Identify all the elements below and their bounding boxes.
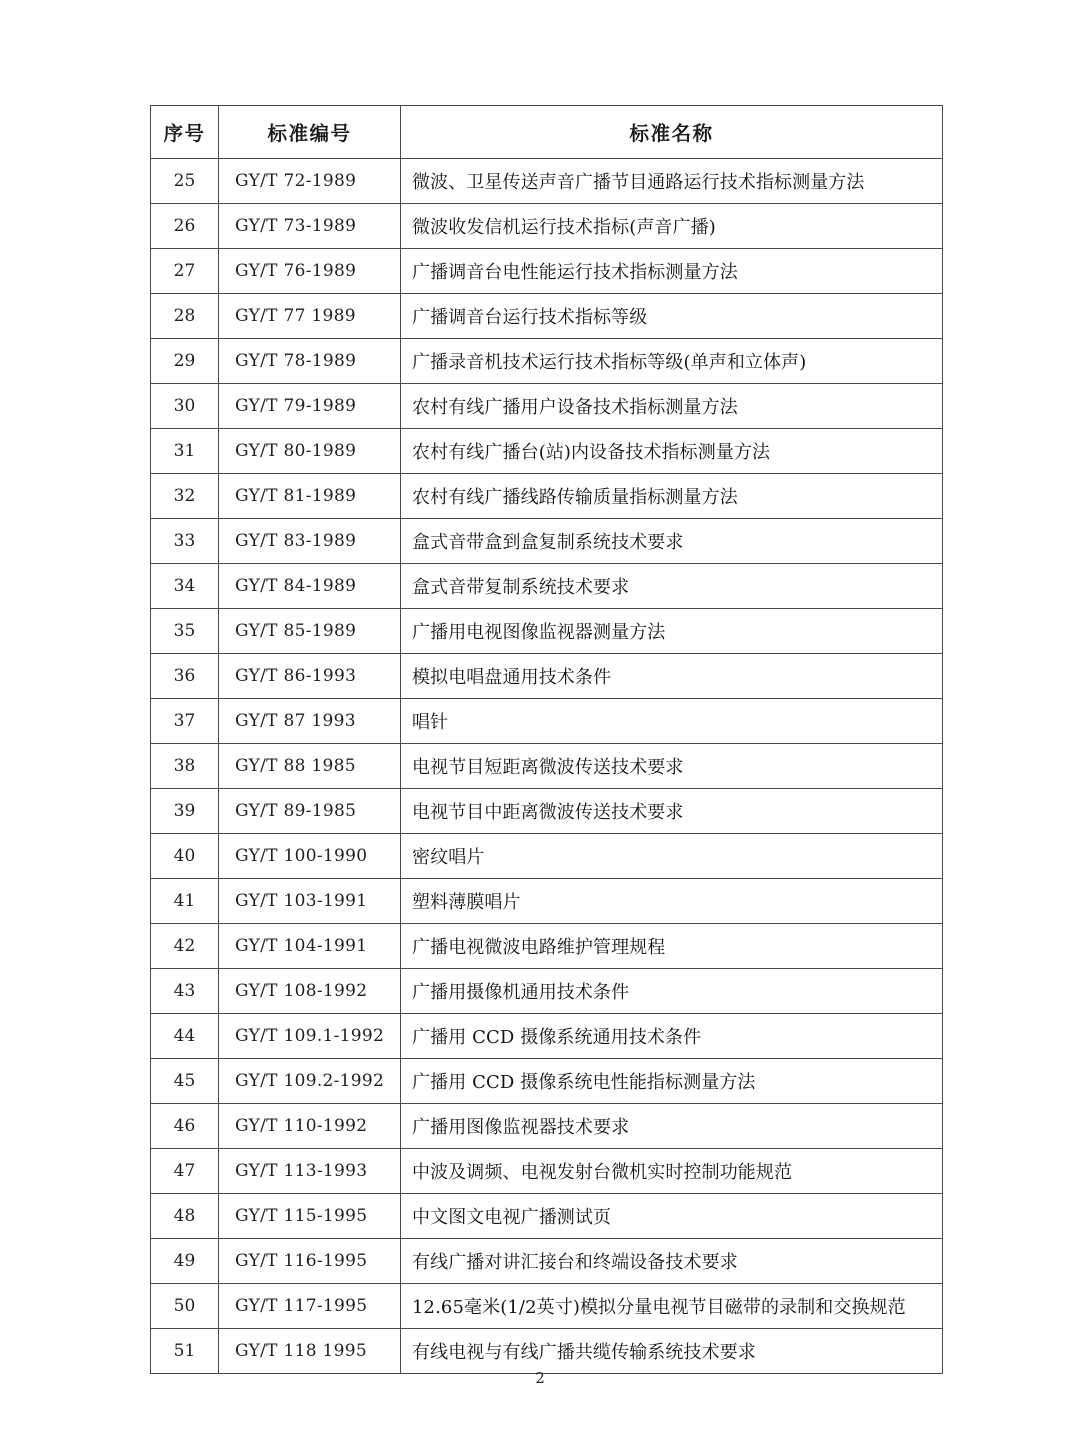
cell-standard-code: GY/T 77 1989 bbox=[219, 294, 401, 339]
cell-standard-code: GY/T 88 1985 bbox=[219, 744, 401, 789]
table-row bbox=[151, 159, 943, 204]
cell-sequence: 40 bbox=[151, 834, 219, 879]
cell-standard-code: GY/T 86-1993 bbox=[219, 654, 401, 699]
cell-sequence: 33 bbox=[151, 519, 219, 564]
table-body bbox=[151, 159, 943, 1374]
cell-sequence: 44 bbox=[151, 1014, 219, 1059]
cell-standard-name: 农村有线广播线路传输质量指标测量方法 bbox=[401, 474, 943, 519]
table-row bbox=[151, 1104, 943, 1149]
table-header-row bbox=[151, 106, 943, 159]
cell-sequence: 34 bbox=[151, 564, 219, 609]
cell-standard-code: GY/T 100-1990 bbox=[219, 834, 401, 879]
cell-standard-name: 有线电视与有线广播共缆传输系统技术要求 bbox=[401, 1329, 943, 1374]
cell-standard-code: GY/T 80-1989 bbox=[219, 429, 401, 474]
table-row bbox=[151, 1059, 943, 1104]
table-row bbox=[151, 744, 943, 789]
cell-standard-code: GY/T 103-1991 bbox=[219, 879, 401, 924]
cell-standard-code: GY/T 79-1989 bbox=[219, 384, 401, 429]
cell-sequence: 41 bbox=[151, 879, 219, 924]
cell-sequence: 28 bbox=[151, 294, 219, 339]
cell-standard-code: GY/T 83-1989 bbox=[219, 519, 401, 564]
cell-sequence: 48 bbox=[151, 1194, 219, 1239]
table-row bbox=[151, 1149, 943, 1194]
cell-standard-code: GY/T 104-1991 bbox=[219, 924, 401, 969]
table-row bbox=[151, 699, 943, 744]
cell-sequence: 25 bbox=[151, 159, 219, 204]
cell-standard-code: GY/T 116-1995 bbox=[219, 1239, 401, 1284]
cell-standard-code: GY/T 89-1985 bbox=[219, 789, 401, 834]
cell-standard-name: 盒式音带盒到盒复制系统技术要求 bbox=[401, 519, 943, 564]
cell-standard-name: 微波、卫星传送声音广播节目通路运行技术指标测量方法 bbox=[401, 159, 943, 204]
cell-standard-name: 广播调音台运行技术指标等级 bbox=[401, 294, 943, 339]
cell-standard-code: GY/T 73-1989 bbox=[219, 204, 401, 249]
table-row bbox=[151, 564, 943, 609]
cell-standard-code: GY/T 72-1989 bbox=[219, 159, 401, 204]
table-row bbox=[151, 384, 943, 429]
cell-sequence: 27 bbox=[151, 249, 219, 294]
table-row bbox=[151, 519, 943, 564]
table-row bbox=[151, 1284, 943, 1329]
cell-sequence: 37 bbox=[151, 699, 219, 744]
cell-sequence: 36 bbox=[151, 654, 219, 699]
table-row bbox=[151, 204, 943, 249]
cell-standard-code: GY/T 113-1993 bbox=[219, 1149, 401, 1194]
standards-table bbox=[150, 105, 943, 1374]
table-row bbox=[151, 654, 943, 699]
table-row bbox=[151, 339, 943, 384]
cell-standard-code: GY/T 115-1995 bbox=[219, 1194, 401, 1239]
column-header-standard-name: 标准名称 bbox=[401, 106, 943, 159]
table-row bbox=[151, 294, 943, 339]
cell-sequence: 46 bbox=[151, 1104, 219, 1149]
cell-standard-code: GY/T 87 1993 bbox=[219, 699, 401, 744]
table-header bbox=[151, 106, 943, 159]
cell-standard-code: GY/T 85-1989 bbox=[219, 609, 401, 654]
cell-standard-name: 中文图文电视广播测试页 bbox=[401, 1194, 943, 1239]
cell-standard-name: 唱针 bbox=[401, 699, 943, 744]
cell-standard-name: 微波收发信机运行技术指标(声音广播) bbox=[401, 204, 943, 249]
table-row bbox=[151, 609, 943, 654]
cell-standard-code: GY/T 81-1989 bbox=[219, 474, 401, 519]
cell-sequence: 45 bbox=[151, 1059, 219, 1104]
cell-standard-name: 12.65毫米(1/2英寸)模拟分量电视节目磁带的录制和交换规范 bbox=[401, 1284, 943, 1329]
cell-standard-code: GY/T 76-1989 bbox=[219, 249, 401, 294]
cell-standard-name: 电视节目短距离微波传送技术要求 bbox=[401, 744, 943, 789]
cell-standard-name: 广播录音机技术运行技术指标等级(单声和立体声) bbox=[401, 339, 943, 384]
cell-standard-code: GY/T 117-1995 bbox=[219, 1284, 401, 1329]
cell-standard-name: 广播用图像监视器技术要求 bbox=[401, 1104, 943, 1149]
cell-sequence: 47 bbox=[151, 1149, 219, 1194]
table-row bbox=[151, 834, 943, 879]
cell-sequence: 42 bbox=[151, 924, 219, 969]
table-row bbox=[151, 1014, 943, 1059]
standards-table-container bbox=[150, 105, 942, 1374]
cell-sequence: 39 bbox=[151, 789, 219, 834]
cell-sequence: 29 bbox=[151, 339, 219, 384]
cell-standard-name: 有线广播对讲汇接台和终端设备技术要求 bbox=[401, 1239, 943, 1284]
table-row bbox=[151, 879, 943, 924]
cell-sequence: 35 bbox=[151, 609, 219, 654]
cell-sequence: 43 bbox=[151, 969, 219, 1014]
cell-standard-code: GY/T 110-1992 bbox=[219, 1104, 401, 1149]
cell-standard-name: 广播调音台电性能运行技术指标测量方法 bbox=[401, 249, 943, 294]
cell-standard-code: GY/T 108-1992 bbox=[219, 969, 401, 1014]
cell-standard-name: 广播用电视图像监视器测量方法 bbox=[401, 609, 943, 654]
cell-standard-name: 广播用 CCD 摄像系统电性能指标测量方法 bbox=[401, 1059, 943, 1104]
cell-sequence: 49 bbox=[151, 1239, 219, 1284]
cell-sequence: 26 bbox=[151, 204, 219, 249]
cell-standard-name: 模拟电唱盘通用技术条件 bbox=[401, 654, 943, 699]
table-row bbox=[151, 924, 943, 969]
table-row bbox=[151, 249, 943, 294]
cell-standard-code: GY/T 118 1995 bbox=[219, 1329, 401, 1374]
cell-standard-name: 盒式音带复制系统技术要求 bbox=[401, 564, 943, 609]
cell-sequence: 31 bbox=[151, 429, 219, 474]
table-row bbox=[151, 474, 943, 519]
cell-standard-name: 广播电视微波电路维护管理规程 bbox=[401, 924, 943, 969]
cell-sequence: 38 bbox=[151, 744, 219, 789]
cell-standard-name: 广播用 CCD 摄像系统通用技术条件 bbox=[401, 1014, 943, 1059]
cell-sequence: 32 bbox=[151, 474, 219, 519]
table-row bbox=[151, 1194, 943, 1239]
cell-standard-code: GY/T 109.1-1992 bbox=[219, 1014, 401, 1059]
cell-standard-code: GY/T 109.2-1992 bbox=[219, 1059, 401, 1104]
cell-standard-code: GY/T 84-1989 bbox=[219, 564, 401, 609]
cell-sequence: 30 bbox=[151, 384, 219, 429]
cell-standard-code: GY/T 78-1989 bbox=[219, 339, 401, 384]
cell-standard-name: 密纹唱片 bbox=[401, 834, 943, 879]
table-row bbox=[151, 1239, 943, 1284]
table-row bbox=[151, 969, 943, 1014]
cell-standard-name: 中波及调频、电视发射台微机实时控制功能规范 bbox=[401, 1149, 943, 1194]
table-row bbox=[151, 429, 943, 474]
cell-standard-name: 电视节目中距离微波传送技术要求 bbox=[401, 789, 943, 834]
cell-sequence: 50 bbox=[151, 1284, 219, 1329]
cell-standard-name: 广播用摄像机通用技术条件 bbox=[401, 969, 943, 1014]
cell-sequence: 51 bbox=[151, 1329, 219, 1374]
page-number: 2 bbox=[535, 1369, 545, 1387]
column-header-standard-code: 标准编号 bbox=[219, 106, 401, 159]
cell-standard-name: 塑料薄膜唱片 bbox=[401, 879, 943, 924]
column-header-sequence: 序号 bbox=[151, 106, 219, 159]
cell-standard-name: 农村有线广播用户设备技术指标测量方法 bbox=[401, 384, 943, 429]
table-row bbox=[151, 1329, 943, 1374]
table-row bbox=[151, 789, 943, 834]
cell-standard-name: 农村有线广播台(站)内设备技术指标测量方法 bbox=[401, 429, 943, 474]
